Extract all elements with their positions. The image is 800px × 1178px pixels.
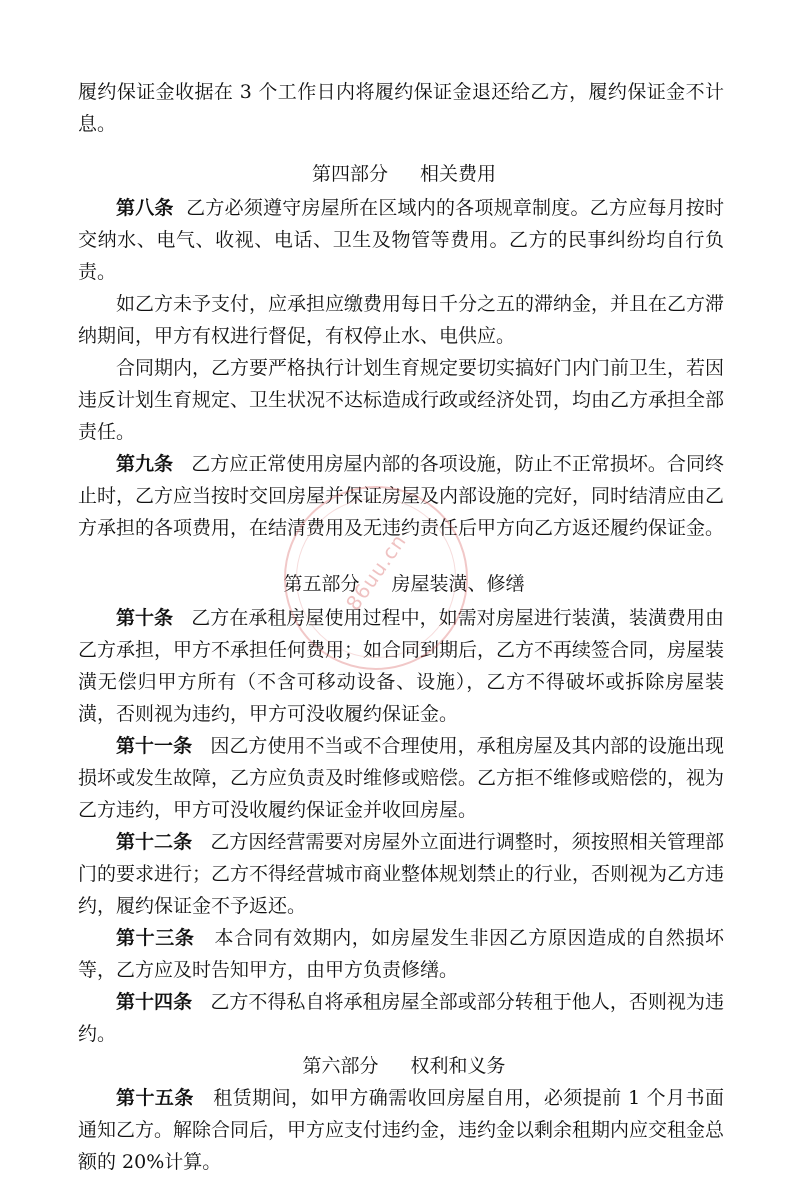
section-4-title: 相关费用 [420, 163, 497, 185]
article-11-label: 第十一条 [116, 735, 193, 757]
article-8-label: 第八条 [116, 197, 174, 219]
article-8-paragraph-3: 合同期内，乙方要严格执行计划生育规定要切实搞好门内门前卫生，若因违反计划生育规定、卫生状况不达标造成行政或经济处罚，均由乙方承担全部责任。 [78, 357, 725, 443]
article-9 [78, 448, 724, 544]
article-13 [78, 922, 724, 986]
article-10-text: 乙方在承租房屋使用过程中，如需对房屋进行装潢，装潢费用由乙方承担，甲方不承担任何费用；如合同到期后，乙方不再续签合同，房屋装潢无偿归甲方所有（不含可移动设备、设施），乙方不得破坏或拆除房屋装潢，否则视为违约，甲方可没收履约保证金。 [78, 607, 725, 725]
section-5-heading [78, 568, 724, 600]
article-11 [78, 730, 724, 826]
watermark-text: 86uu.cn [340, 529, 412, 615]
section-4-heading [78, 158, 724, 190]
article-15-text: 租赁期间，如甲方确需收回房屋自用，必须提前 1 个月书面通知乙方。解除合同后，甲方应支付违约金，违约金以剩余租期内应交租金总额的 20%计算。 [78, 1087, 725, 1173]
article-12-text: 乙方因经营需要对房屋外立面进行调整时，须按照相关管理部门的要求进行；乙方不得经营城市商业整体规划禁止的行业，否则视为乙方违约，履约保证金不予返还。 [78, 831, 725, 917]
section-6-heading [78, 1050, 724, 1082]
article-8-text: 乙方必须遵守房屋所在区域内的各项规章制度。乙方应每月按时交纳水、电气、收视、电话、卫生及物管等费用。乙方的民事纠纷均自行负责。 [78, 197, 724, 283]
article-14-text: 乙方不得私自将承租房屋全部或部分转租于他人，否则视为违约。 [78, 991, 724, 1045]
article-15-label: 第十五条 [116, 1087, 194, 1109]
article-15 [78, 1082, 724, 1178]
section-4-number: 第四部分 [311, 163, 388, 185]
article-11-text: 因乙方使用不当或不合理使用，承租房屋及其内部的设施出现损坏或发生故障，乙方应负责及时维修或赔偿。乙方拒不维修或赔偿的，视为乙方违约，甲方可没收履约保证金并收回房屋。 [78, 735, 725, 821]
article-13-label: 第十三条 [116, 927, 195, 949]
article-8-paragraph-2: 如乙方未予支付，应承担应缴费用每日千分之五的滞纳金，并且在乙方滞纳期间，甲方有权进行督促，有权停止水、电供应。 [78, 293, 725, 347]
article-14-label: 第十四条 [116, 991, 193, 1013]
section-5-number: 第五部分 [283, 573, 360, 595]
article-13-text: 本合同有效期内，如房屋发生非因乙方原因造成的自然损坏等，乙方应及时告知甲方，由甲方负责修缮。 [78, 927, 724, 981]
article-9-text: 乙方应正常使用房屋内部的各项设施，防止不正常损坏。合同终止时，乙方应当按时交回房屋并保证房屋及内部设施的完好，同时结清应由乙方承担的各项费用，在结清费用及无违约责任后甲方向乙方返还履约保证金。 [78, 453, 725, 539]
section-6-title: 权利和义务 [410, 1055, 506, 1077]
article-12-label: 第十二条 [116, 831, 193, 853]
carryover-paragraph: 履约保证金收据在 3 个工作日内将履约保证金退还给乙方，履约保证金不计息。 [78, 81, 724, 135]
article-12 [78, 826, 724, 922]
article-10 [78, 602, 724, 730]
article-8 [78, 192, 724, 288]
section-6-number: 第六部分 [302, 1055, 379, 1077]
article-14 [78, 986, 724, 1050]
article-10-label: 第十条 [116, 607, 174, 629]
section-5-title: 房屋装潢、修缮 [391, 573, 525, 595]
article-9-label: 第九条 [116, 453, 174, 475]
